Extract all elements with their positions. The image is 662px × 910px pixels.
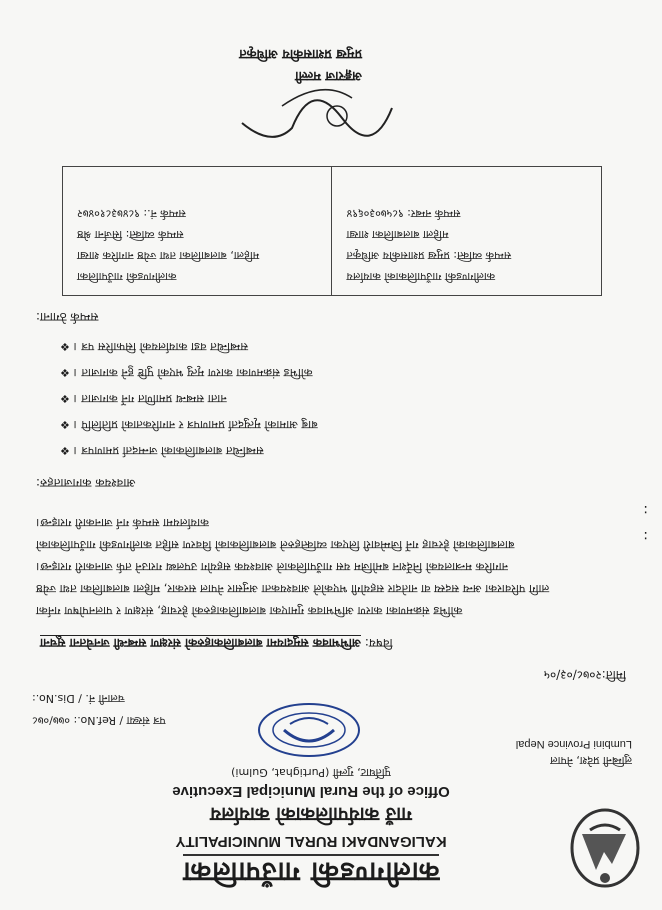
contact-cell-left [63, 167, 333, 295]
executive-office-nepali: गाउँ कार्यपालिकाको कार्यालय [210, 803, 412, 825]
contact-label: सम्पर्क ठेगाना: [36, 310, 99, 324]
subject-text: अभिभावक समुदायमा बालबालिकाहरुको संरक्षण सम्बन्धी जनचेतना सूचना [40, 636, 361, 650]
subject-line [40, 635, 393, 652]
subject-label: विषय: [364, 636, 393, 650]
contact-cell-right [333, 167, 602, 295]
contact-person: महिला, बालबालिका तथा ज्येष्ठ नागरिक शाखा [77, 249, 260, 262]
contact-office: कालीगण्डकी गाउँपालिका [77, 270, 177, 283]
required-docs-label: आवश्यक कागजातहरु: [36, 476, 136, 490]
body-line: कार्यालयमा सम्पर्क गर्न जानकारी गराइन्छ। [36, 516, 209, 530]
contact-role: सम्पर्क व्यक्ति: सिर्जना श्रेष्ठ [77, 228, 184, 241]
office-name-nepali: कालीगण्डकी गाउँपालिका [182, 856, 440, 887]
contact-phone: सम्पर्क नं.: ९८४७३८१०४७२ [77, 207, 186, 220]
contact-person: सम्पर्क व्यक्ति: प्रमुख प्रशासकीय अधिकृत [346, 249, 512, 262]
signatory-name: अङ्गराज मल्ली [295, 68, 362, 83]
executive-office-english: Office of the Rural Municipal Executive [172, 783, 450, 800]
body-line: बालबालिकाको हेरचाह गर्ने जिम्मेवारी लिएका व्यक्तिहरुले बालबालिकाको विवरण सहित कालीगण्डकी गाउँपालिकाको [36, 538, 515, 552]
contact-role: महिला बालबालिका शाखा [346, 228, 449, 241]
letter-body [36, 512, 634, 622]
required-doc-item: नाता सम्बन्ध प्रमाणित गर्ने कागजात । ❖ [60, 391, 227, 406]
office-name-english: KALIGANDAKI RURAL MUNICIPALITY [175, 833, 447, 850]
letter-date: मिति:२०७८/०३/०५ [543, 668, 626, 682]
office-address: पुर्तिघाट, गुल्मी (Purtighat, Gulmi) [231, 766, 391, 779]
required-doc-item: बाबु आमाको मृत्युदर्ता प्रमाणपत्र र नागरिकताको प्रतिलिपि । ❖ [60, 417, 318, 432]
nepal-emblem-icon [568, 806, 642, 892]
contact-table [62, 166, 602, 296]
province-nepali: लुम्बिनी प्रदेश, नेपाल [550, 754, 632, 767]
province-english: Lumbini Province Nepal [515, 738, 632, 750]
required-doc-item: कोभिड संक्रमणका कारण मृत्यु भएको पुष्टि हुने कागजात । ❖ [60, 365, 313, 380]
body-line: कोभिड संक्रमणका कारण अभिभावक गुमाएका बालबालिकाहरुको हेरचाह, संरक्षण र पालनपोषण गर्नका [36, 604, 463, 618]
dispatch-number: चलानी नं. / Dis.No.: [32, 692, 125, 705]
margin-mark-icon: : [643, 502, 648, 518]
office-stamp-icon [254, 700, 364, 760]
margin-mark-icon: : [643, 528, 648, 544]
contact-phone: सम्पर्क नम्बर: ९८५७०३०६९४ [346, 207, 461, 220]
required-doc-item: सम्बन्धित बालबालिकाको जन्मदर्ता प्रमाणपत्र । ❖ [60, 443, 264, 458]
body-line: लागि परिवारका अन्य सदस्य वा नातेदार सहयोगी भएकोले आवश्यकता अनुसार नेपाल सरकार, महिला बालबालिका तथा ज्येष्ठ [36, 582, 550, 596]
signatory-title: प्रमुख प्रशासकीय अधिकृत [239, 46, 362, 61]
reference-number: पत्र संख्या / Ref.No.: ०७७/०७८ [32, 714, 166, 727]
body-line: नागरिक मन्त्रालयको निर्देशन बमोजिम यस गाउँपालिकाले आवश्यक सहयोग उपलब्ध गराउने तर्फ जानकारी गराइन्छ। [36, 560, 509, 574]
contact-office: कालीगण्डकी गाउँपालिकाको कार्यालय [346, 270, 496, 283]
required-doc-item: सम्बन्धित वडा कार्यालयको सिफारिस पत्र । ❖ [60, 339, 248, 354]
